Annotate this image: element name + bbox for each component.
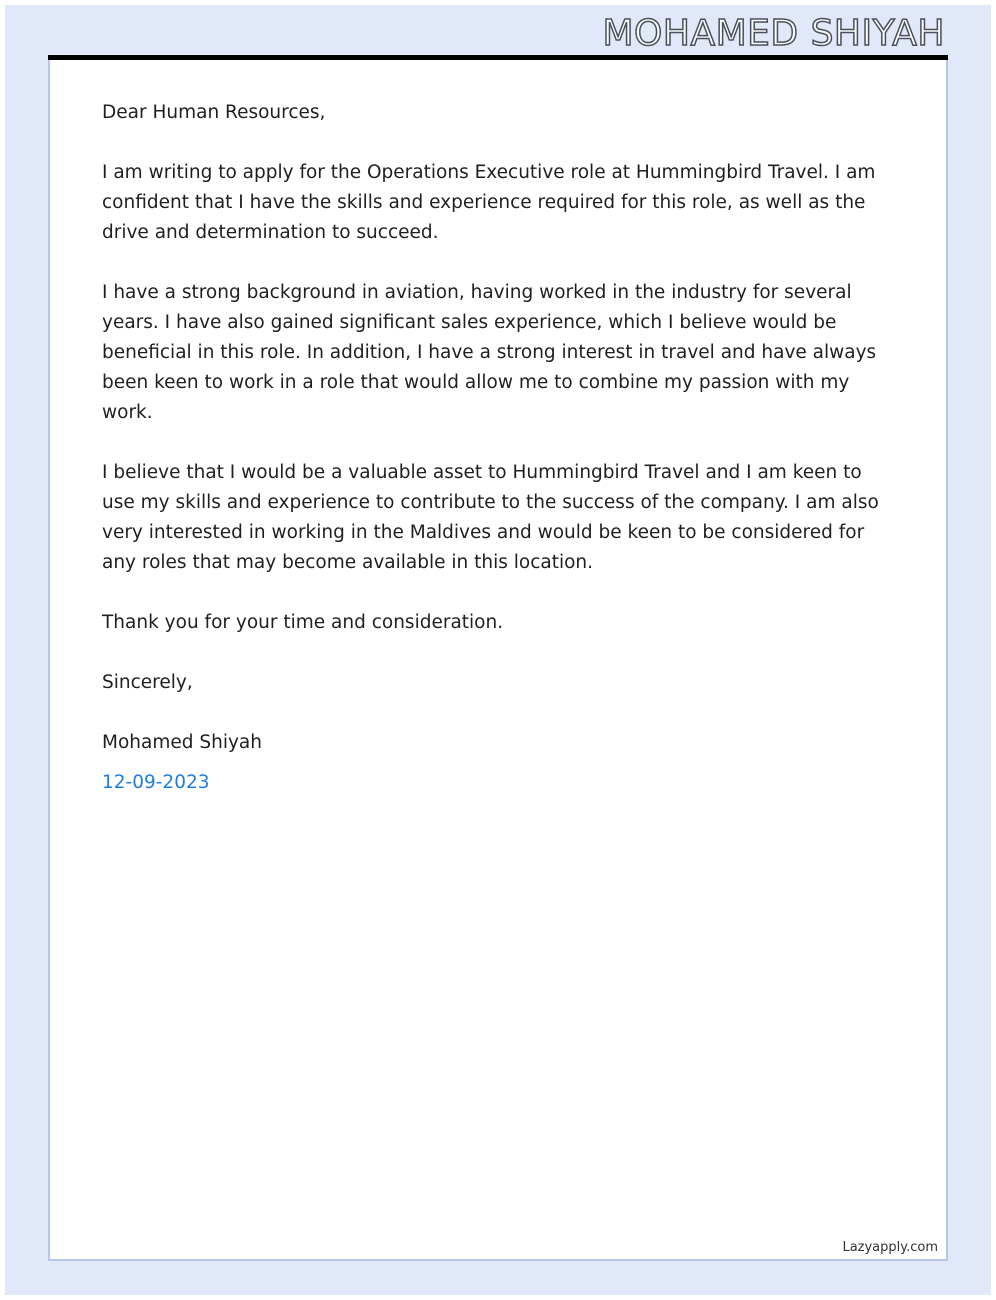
applicant-name-header: MOHAMED SHIYAH [602, 13, 945, 54]
letter-paragraph-3: I believe that I would be a valuable asset to Hummingbird Travel and I am keen to use my skills and experience to contribute to the success of the company. I am also very interested in working in the Maldives and would be keen to be considered for any roles that may become available in this location. [102, 462, 879, 573]
letter-sheet [48, 60, 948, 1261]
letter-signature: Mohamed Shiyah [102, 732, 262, 753]
letter-body [102, 98, 892, 798]
watermark-text: Lazyapply.com [842, 1240, 938, 1255]
letter-paragraph-1: I am writing to apply for the Operations Executive role at Hummingbird Travel. I am confident that I have the skills and experience required for this role, as well as the drive and determination to succeed. [102, 162, 876, 243]
letter-greeting: Dear Human Resources, [102, 102, 326, 123]
letter-thank-you: Thank you for your time and consideration. [102, 612, 504, 633]
letter-paragraph-2: I have a strong background in aviation, having worked in the industry for several years. I have also gained significant sales experience, which I believe would be beneficial in this role. In addition, I have a strong interest in travel and have always been keen to work in a role that would allow me to combine my passion with my work. [102, 282, 877, 423]
letter-closing: Sincerely, [102, 672, 193, 693]
letter-date: 12-09-2023 [102, 772, 210, 793]
